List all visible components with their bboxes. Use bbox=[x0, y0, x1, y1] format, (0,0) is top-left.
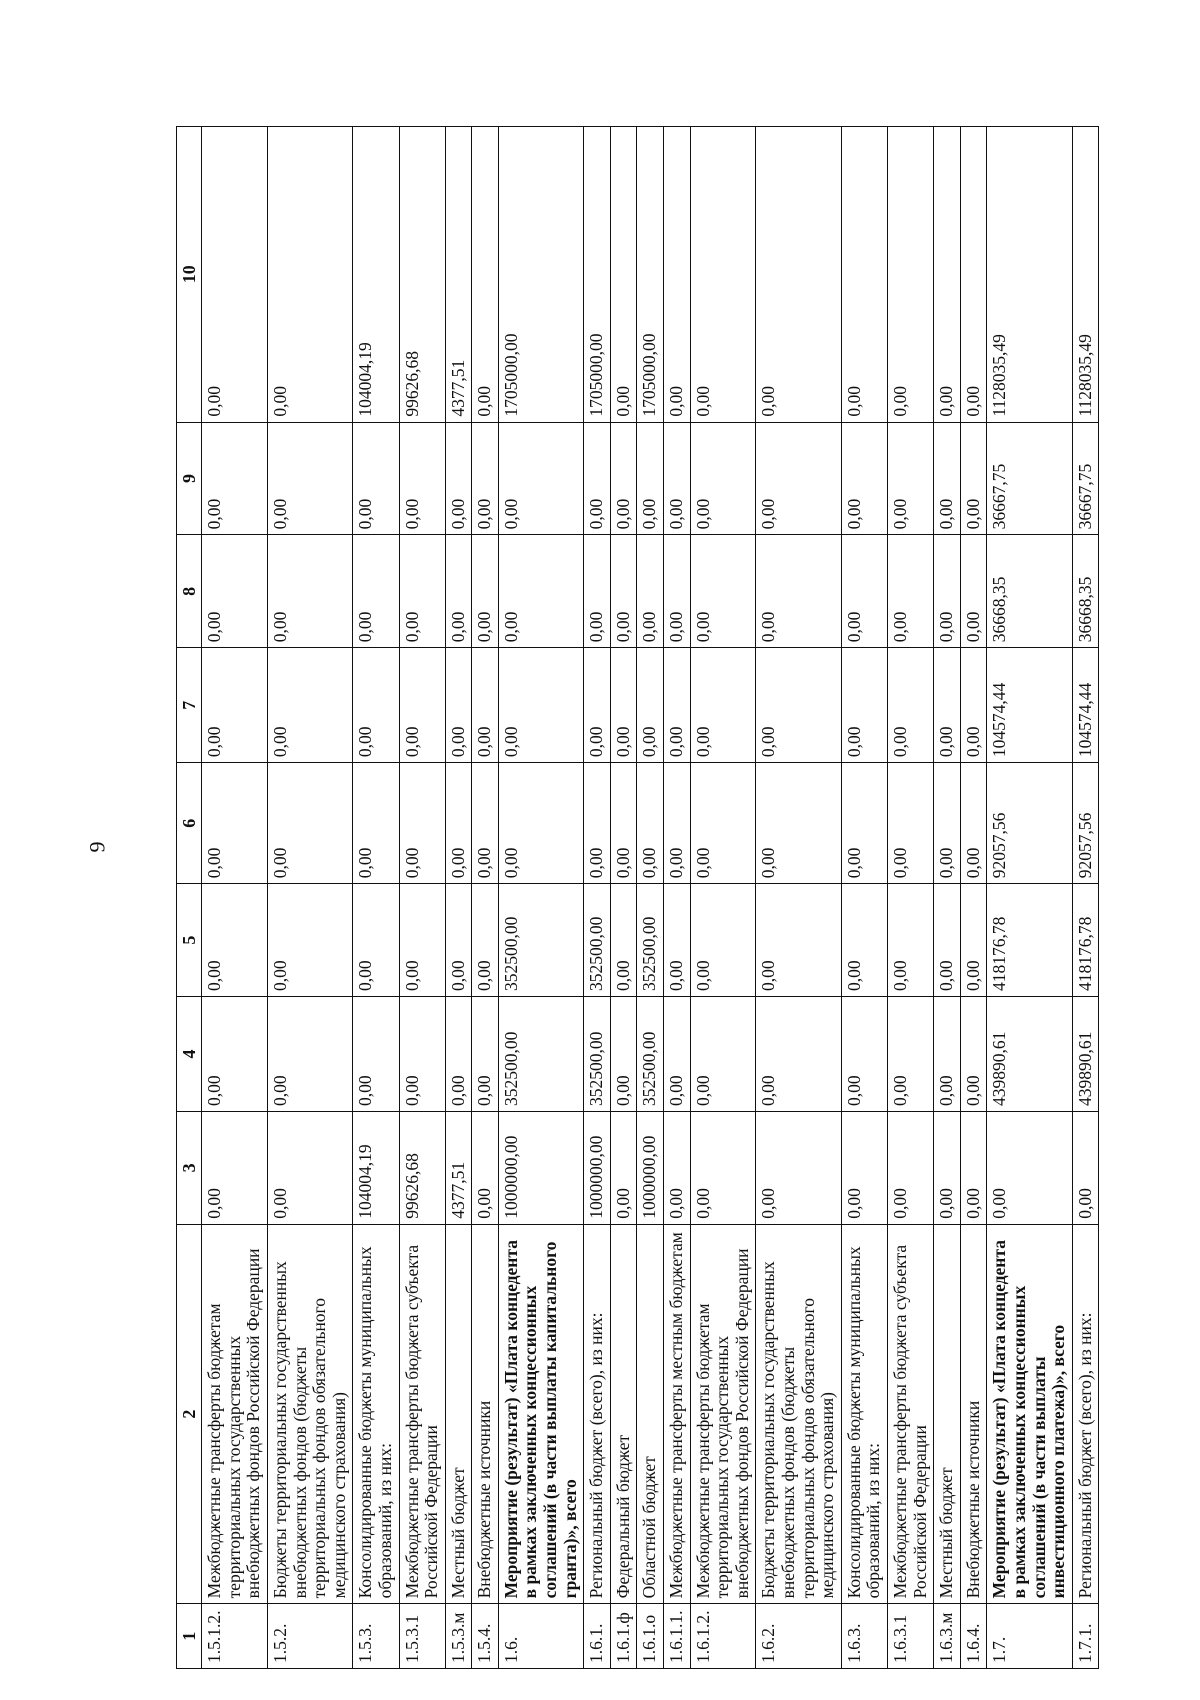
row-code: 1.5.3. bbox=[353, 1604, 399, 1669]
row-code: 1.6.1.1. bbox=[664, 1604, 691, 1669]
value-cell: 1705000,00 bbox=[498, 127, 583, 423]
value-cell: 104004,19 bbox=[353, 1111, 399, 1224]
value-cell: 0,00 bbox=[472, 884, 499, 997]
column-header: 9 bbox=[177, 422, 202, 535]
row-code: 1.5.4. bbox=[472, 1604, 499, 1669]
value-cell: 0,00 bbox=[664, 127, 691, 423]
table-row bbox=[690, 127, 756, 1669]
value-cell: 0,00 bbox=[202, 422, 268, 535]
value-cell: 1000000,00 bbox=[584, 1111, 611, 1224]
value-cell: 0,00 bbox=[584, 535, 611, 648]
value-cell: 0,00 bbox=[987, 1111, 1072, 1224]
value-cell: 0,00 bbox=[267, 1111, 352, 1224]
value-cell: 0,00 bbox=[756, 884, 841, 997]
value-cell: 0,00 bbox=[841, 535, 887, 648]
value-cell: 1000000,00 bbox=[498, 1111, 583, 1224]
value-cell: 1705000,00 bbox=[584, 127, 611, 423]
value-cell: 99626,68 bbox=[399, 127, 445, 423]
table-row bbox=[1072, 127, 1099, 1669]
value-cell: 1128035,49 bbox=[1072, 127, 1099, 423]
value-cell: 0,00 bbox=[637, 763, 664, 884]
row-code: 1.6.4. bbox=[960, 1604, 987, 1669]
value-cell: 0,00 bbox=[934, 422, 961, 535]
value-cell: 0,00 bbox=[267, 763, 352, 884]
value-cell: 0,00 bbox=[498, 535, 583, 648]
value-cell: 0,00 bbox=[584, 763, 611, 884]
value-cell: 0,00 bbox=[610, 535, 637, 648]
value-cell: 0,00 bbox=[637, 648, 664, 763]
row-code: 1.6.3. bbox=[841, 1604, 887, 1669]
value-cell: 0,00 bbox=[756, 1111, 841, 1224]
table-row bbox=[934, 127, 961, 1669]
row-code: 1.6.1.ф bbox=[610, 1604, 637, 1669]
value-cell: 0,00 bbox=[887, 1111, 933, 1224]
value-cell: 0,00 bbox=[960, 884, 987, 997]
row-description: Региональный бюджет (всего), из них: bbox=[1072, 1224, 1099, 1604]
row-description: Бюджеты территориальных государственных внебюджетных фондов (бюджеты территориальных фондов обязательного медицинского страхования) bbox=[756, 1224, 841, 1604]
value-cell: 0,00 bbox=[202, 997, 268, 1112]
value-cell: 0,00 bbox=[690, 648, 756, 763]
row-description: Областной бюджет bbox=[637, 1224, 664, 1604]
row-description: Межбюджетные трансферты местным бюджетам bbox=[664, 1224, 691, 1604]
value-cell: 352500,00 bbox=[498, 997, 583, 1112]
value-cell: 0,00 bbox=[267, 127, 352, 423]
value-cell: 0,00 bbox=[887, 997, 933, 1112]
value-cell: 352500,00 bbox=[584, 997, 611, 1112]
value-cell: 0,00 bbox=[267, 535, 352, 648]
value-cell: 0,00 bbox=[445, 648, 472, 763]
table-row bbox=[841, 127, 887, 1669]
table-row bbox=[498, 127, 583, 1669]
value-cell: 0,00 bbox=[472, 535, 499, 648]
value-cell: 104574,44 bbox=[987, 648, 1072, 763]
budget-table bbox=[176, 126, 1099, 1669]
value-cell: 0,00 bbox=[353, 535, 399, 648]
row-description: Внебюджетные источники bbox=[472, 1224, 499, 1604]
value-cell: 0,00 bbox=[934, 127, 961, 423]
column-header: 4 bbox=[177, 997, 202, 1112]
value-cell: 418176,78 bbox=[1072, 884, 1099, 997]
value-cell: 0,00 bbox=[934, 884, 961, 997]
table-row bbox=[756, 127, 841, 1669]
value-cell: 36668,35 bbox=[1072, 535, 1099, 648]
value-cell: 0,00 bbox=[445, 997, 472, 1112]
value-cell: 0,00 bbox=[960, 997, 987, 1112]
value-cell: 0,00 bbox=[960, 535, 987, 648]
value-cell: 0,00 bbox=[664, 422, 691, 535]
row-code: 1.6.1.2. bbox=[690, 1604, 756, 1669]
table-row bbox=[353, 127, 399, 1669]
value-cell: 0,00 bbox=[498, 648, 583, 763]
column-header: 6 bbox=[177, 763, 202, 884]
row-code: 1.6.1. bbox=[584, 1604, 611, 1669]
table-row bbox=[987, 127, 1072, 1669]
value-cell: 0,00 bbox=[664, 997, 691, 1112]
value-cell: 0,00 bbox=[610, 884, 637, 997]
value-cell: 0,00 bbox=[267, 997, 352, 1112]
row-description: Местный бюджет bbox=[934, 1224, 961, 1604]
value-cell: 0,00 bbox=[756, 763, 841, 884]
row-code: 1.7. bbox=[987, 1604, 1072, 1669]
row-description: Мероприятие (результат) «Плата концедента в рамках заключенных концессионных соглашений (в части выплаты капитального гранта)», всего bbox=[498, 1224, 583, 1604]
row-code: 1.5.1.2. bbox=[202, 1604, 268, 1669]
value-cell: 36667,75 bbox=[1072, 422, 1099, 535]
value-cell: 0,00 bbox=[610, 127, 637, 423]
row-code: 1.5.3.1 bbox=[399, 1604, 445, 1669]
value-cell: 0,00 bbox=[472, 763, 499, 884]
value-cell: 0,00 bbox=[664, 763, 691, 884]
value-cell: 0,00 bbox=[399, 997, 445, 1112]
column-header: 8 bbox=[177, 535, 202, 648]
value-cell: 0,00 bbox=[756, 648, 841, 763]
value-cell: 0,00 bbox=[399, 763, 445, 884]
value-cell: 0,00 bbox=[887, 763, 933, 884]
table-row bbox=[664, 127, 691, 1669]
row-description: Межбюджетные трансферты бюджета субъекта Российской Федерации bbox=[887, 1224, 933, 1604]
value-cell: 352500,00 bbox=[637, 997, 664, 1112]
row-code: 1.7.1. bbox=[1072, 1604, 1099, 1669]
value-cell: 0,00 bbox=[960, 422, 987, 535]
value-cell: 0,00 bbox=[756, 535, 841, 648]
table-header-row bbox=[177, 127, 202, 1669]
value-cell: 0,00 bbox=[690, 1111, 756, 1224]
row-code: 1.6.3.1 bbox=[887, 1604, 933, 1669]
value-cell: 1000000,00 bbox=[637, 1111, 664, 1224]
value-cell: 92057,56 bbox=[987, 763, 1072, 884]
value-cell: 1705000,00 bbox=[637, 127, 664, 423]
value-cell: 352500,00 bbox=[584, 884, 611, 997]
value-cell: 0,00 bbox=[584, 422, 611, 535]
row-description: Федеральный бюджет bbox=[610, 1224, 637, 1604]
value-cell: 0,00 bbox=[353, 763, 399, 884]
value-cell: 439890,61 bbox=[987, 997, 1072, 1112]
table-row bbox=[472, 127, 499, 1669]
value-cell: 0,00 bbox=[934, 535, 961, 648]
row-description: Межбюджетные трансферты бюджетам территориальных государственных внебюджетных фондов Российской Федерации bbox=[202, 1224, 268, 1604]
value-cell: 0,00 bbox=[664, 535, 691, 648]
row-description: Консолидированные бюджеты муниципальных образований, из них: bbox=[353, 1224, 399, 1604]
value-cell: 0,00 bbox=[610, 1111, 637, 1224]
row-code: 1.5.3.м bbox=[445, 1604, 472, 1669]
value-cell: 0,00 bbox=[267, 648, 352, 763]
value-cell: 0,00 bbox=[664, 1111, 691, 1224]
value-cell: 0,00 bbox=[690, 884, 756, 997]
value-cell: 0,00 bbox=[267, 422, 352, 535]
value-cell: 418176,78 bbox=[987, 884, 1072, 997]
value-cell: 4377,51 bbox=[445, 127, 472, 423]
value-cell: 0,00 bbox=[841, 422, 887, 535]
value-cell: 0,00 bbox=[472, 422, 499, 535]
value-cell: 0,00 bbox=[498, 422, 583, 535]
value-cell: 104004,19 bbox=[353, 127, 399, 423]
table-row bbox=[267, 127, 352, 1669]
value-cell: 0,00 bbox=[841, 763, 887, 884]
value-cell: 99626,68 bbox=[399, 1111, 445, 1224]
value-cell: 0,00 bbox=[960, 763, 987, 884]
value-cell: 0,00 bbox=[202, 884, 268, 997]
value-cell: 0,00 bbox=[960, 127, 987, 423]
value-cell: 352500,00 bbox=[637, 884, 664, 997]
value-cell: 36667,75 bbox=[987, 422, 1072, 535]
value-cell: 0,00 bbox=[690, 127, 756, 423]
value-cell: 0,00 bbox=[934, 1111, 961, 1224]
row-description: Межбюджетные трансферты бюджетам территориальных государственных внебюджетных фондов Российской Федерации bbox=[690, 1224, 756, 1604]
value-cell: 0,00 bbox=[445, 535, 472, 648]
row-description: Мероприятие (результат) «Плата концедента в рамках заключенных концессионных соглашений (в части выплаты инвестиционного платежа)», всего bbox=[987, 1224, 1072, 1604]
value-cell: 0,00 bbox=[472, 997, 499, 1112]
row-code: 1.6. bbox=[498, 1604, 583, 1669]
value-cell: 0,00 bbox=[841, 884, 887, 997]
value-cell: 0,00 bbox=[445, 884, 472, 997]
value-cell: 0,00 bbox=[756, 127, 841, 423]
value-cell: 0,00 bbox=[610, 422, 637, 535]
row-code: 1.5.2. bbox=[267, 1604, 352, 1669]
value-cell: 0,00 bbox=[756, 997, 841, 1112]
value-cell: 0,00 bbox=[267, 884, 352, 997]
value-cell: 0,00 bbox=[610, 763, 637, 884]
value-cell: 439890,61 bbox=[1072, 997, 1099, 1112]
value-cell: 0,00 bbox=[584, 648, 611, 763]
value-cell: 0,00 bbox=[690, 763, 756, 884]
table-row bbox=[637, 127, 664, 1669]
value-cell: 0,00 bbox=[934, 997, 961, 1112]
value-cell: 0,00 bbox=[960, 648, 987, 763]
value-cell: 0,00 bbox=[934, 763, 961, 884]
value-cell: 0,00 bbox=[690, 535, 756, 648]
row-description: Межбюджетные трансферты бюджета субъекта Российской Федерации bbox=[399, 1224, 445, 1604]
row-description: Бюджеты территориальных государственных внебюджетных фондов (бюджеты территориальных фондов обязательного медицинского страхования) bbox=[267, 1224, 352, 1604]
value-cell: 0,00 bbox=[664, 648, 691, 763]
value-cell: 352500,00 bbox=[498, 884, 583, 997]
value-cell: 0,00 bbox=[353, 648, 399, 763]
value-cell: 4377,51 bbox=[445, 1111, 472, 1224]
value-cell: 0,00 bbox=[472, 648, 499, 763]
page-number: 9 bbox=[84, 841, 110, 853]
value-cell: 0,00 bbox=[1072, 1111, 1099, 1224]
value-cell: 0,00 bbox=[610, 648, 637, 763]
column-header: 3 bbox=[177, 1111, 202, 1224]
value-cell: 0,00 bbox=[664, 884, 691, 997]
row-description: Региональный бюджет (всего), из них: bbox=[584, 1224, 611, 1604]
value-cell: 0,00 bbox=[637, 535, 664, 648]
value-cell: 0,00 bbox=[841, 648, 887, 763]
value-cell: 0,00 bbox=[353, 997, 399, 1112]
value-cell: 0,00 bbox=[841, 127, 887, 423]
value-cell: 0,00 bbox=[202, 648, 268, 763]
value-cell: 0,00 bbox=[887, 648, 933, 763]
table-row bbox=[960, 127, 987, 1669]
row-code: 1.6.1.о bbox=[637, 1604, 664, 1669]
value-cell: 0,00 bbox=[887, 884, 933, 997]
column-header: 7 bbox=[177, 648, 202, 763]
value-cell: 0,00 bbox=[887, 127, 933, 423]
table-row bbox=[202, 127, 268, 1669]
value-cell: 0,00 bbox=[399, 535, 445, 648]
value-cell: 0,00 bbox=[841, 1111, 887, 1224]
value-cell: 0,00 bbox=[399, 884, 445, 997]
table-row bbox=[610, 127, 637, 1669]
value-cell: 0,00 bbox=[690, 422, 756, 535]
table-row bbox=[399, 127, 445, 1669]
value-cell: 0,00 bbox=[399, 648, 445, 763]
row-code: 1.6.2. bbox=[756, 1604, 841, 1669]
value-cell: 0,00 bbox=[353, 884, 399, 997]
value-cell: 0,00 bbox=[498, 763, 583, 884]
column-header: 10 bbox=[177, 127, 202, 423]
value-cell: 0,00 bbox=[887, 535, 933, 648]
value-cell: 0,00 bbox=[690, 997, 756, 1112]
row-code: 1.6.3.м bbox=[934, 1604, 961, 1669]
value-cell: 92057,56 bbox=[1072, 763, 1099, 884]
value-cell: 0,00 bbox=[637, 422, 664, 535]
value-cell: 0,00 bbox=[202, 763, 268, 884]
row-description: Консолидированные бюджеты муниципальных образований, из них: bbox=[841, 1224, 887, 1604]
value-cell: 0,00 bbox=[353, 422, 399, 535]
value-cell: 0,00 bbox=[202, 1111, 268, 1224]
table-row bbox=[584, 127, 611, 1669]
value-cell: 1128035,49 bbox=[987, 127, 1072, 423]
value-cell: 36668,35 bbox=[987, 535, 1072, 648]
value-cell: 0,00 bbox=[202, 127, 268, 423]
table-row bbox=[887, 127, 933, 1669]
value-cell: 0,00 bbox=[841, 997, 887, 1112]
value-cell: 0,00 bbox=[202, 535, 268, 648]
table-row bbox=[445, 127, 472, 1669]
row-description: Местный бюджет bbox=[445, 1224, 472, 1604]
column-header: 1 bbox=[177, 1604, 202, 1669]
value-cell: 0,00 bbox=[756, 422, 841, 535]
value-cell: 0,00 bbox=[472, 1111, 499, 1224]
row-description: Внебюджетные источники bbox=[960, 1224, 987, 1604]
value-cell: 0,00 bbox=[960, 1111, 987, 1224]
value-cell: 0,00 bbox=[445, 422, 472, 535]
value-cell: 0,00 bbox=[472, 127, 499, 423]
rotated-document bbox=[176, 126, 1095, 1669]
value-cell: 0,00 bbox=[610, 997, 637, 1112]
value-cell: 0,00 bbox=[887, 422, 933, 535]
value-cell: 0,00 bbox=[445, 763, 472, 884]
table-body bbox=[202, 127, 1099, 1669]
value-cell: 0,00 bbox=[934, 648, 961, 763]
column-header: 2 bbox=[177, 1224, 202, 1604]
value-cell: 104574,44 bbox=[1072, 648, 1099, 763]
column-header: 5 bbox=[177, 884, 202, 997]
value-cell: 0,00 bbox=[399, 422, 445, 535]
